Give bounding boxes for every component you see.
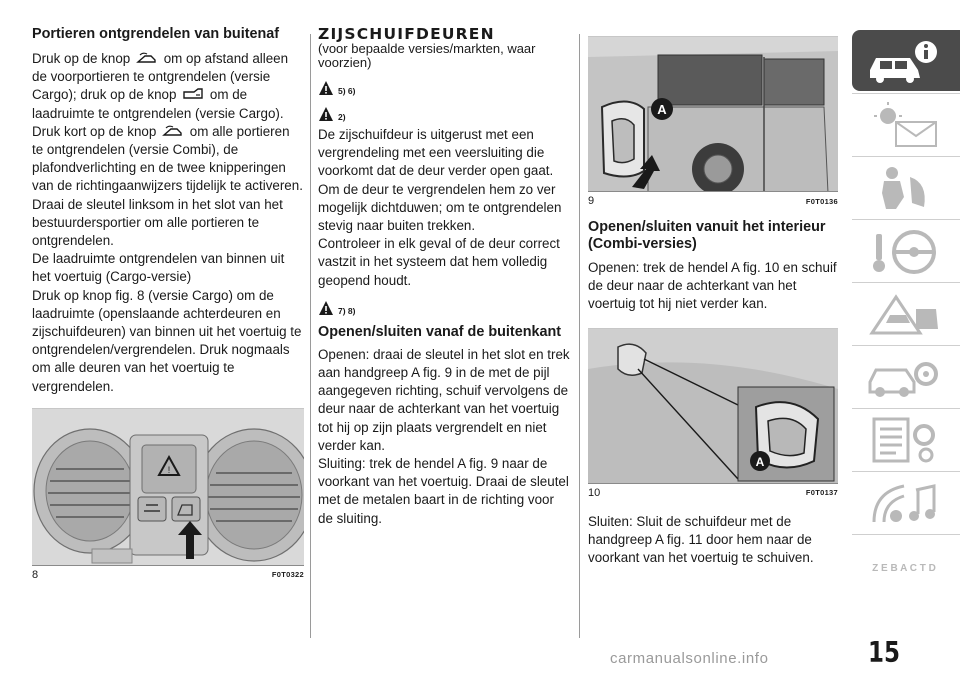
emergency-icon [866, 289, 942, 339]
chapter-tab-emergency[interactable] [852, 282, 960, 343]
svg-text:!: ! [167, 464, 171, 475]
multimedia-icon [866, 478, 942, 528]
chapter-tab-index[interactable] [852, 534, 960, 595]
figure-number: 8 [32, 568, 39, 581]
paragraph-short-press [32, 123, 304, 196]
figure-code: F0T0137 [805, 488, 838, 498]
caution-triangle-icon [318, 106, 334, 122]
warning-ref-text: 5) 6) [338, 86, 356, 96]
figure-10-image [588, 328, 838, 484]
key-unlock-icon [136, 52, 158, 64]
column-divider [579, 34, 580, 638]
paragraph-opening: Openen: draai de sleutel in het slot en trek aan handgreep A fig. 9 in de met de pijl aangegeven richting, schuif vervolgens de deur naar de achterkant van het voertuig tot hij op zijn plaats vergrendelt en niet verder kan. [318, 346, 570, 453]
dashboard-vents-illustration [32, 409, 304, 566]
chapter-sidebar [852, 30, 960, 597]
maintenance-icon [866, 352, 942, 402]
watermark: carmanualsonline.info [610, 650, 769, 667]
caution-reference [318, 104, 570, 122]
key-unlock-icon [162, 125, 184, 137]
airbag-icon [866, 163, 942, 213]
chapter-tab-starting[interactable] [852, 219, 960, 280]
index-letters: Z E B A C T D [872, 563, 936, 574]
figure-8-caption [32, 569, 304, 581]
column-3 [588, 36, 838, 567]
paragraph-close-inside: Sluiten: Sluit de schuifdeur met de handgreep A fig. 11 door hem naar de voorkant van het voertuig te schuiven. [588, 513, 814, 566]
chapter-tab-multimedia[interactable] [852, 471, 960, 532]
chapter-tab-dashboard[interactable] [852, 93, 960, 154]
chapter-tab-maintenance[interactable] [852, 345, 960, 406]
chapter-tab-vehicle-info[interactable] [852, 30, 960, 91]
warning-ref-text: 7) 8) [338, 305, 356, 316]
interior-handle-illustration [588, 329, 838, 484]
column-2 [318, 26, 570, 528]
warning-reference [318, 78, 570, 96]
section-heading-unlock-outside: Portieren ontgrendelen van buitenaf [32, 26, 280, 42]
page-number: 15 [868, 636, 901, 670]
figure-number: 9 [588, 195, 595, 207]
section-title-sliding-doors: ZIJSCHUIFDEUREN [318, 25, 495, 43]
text-fragment: om de laadruimte te ontgrendelen (versie Cargo). [32, 87, 284, 121]
paragraph-closing: Sluiting: trek de hendel A fig. 9 naar de voorkant van het voertuig. Draai de sleutel met de metalen baart in de richting voor de sluiting. [318, 456, 569, 526]
text-fragment: Druk op de knop [32, 51, 131, 66]
text-fragment: Druk kort op de knop [32, 123, 157, 139]
paragraph-check-lock: Controleer in elk geval of de deur correct vastzit in het systeem dat hem volledig geopend houdt. [318, 236, 560, 288]
column-divider [310, 34, 311, 638]
figure-number: 10 [588, 486, 601, 499]
car-info-icon [866, 36, 942, 86]
paragraph-cargo-inside: De laadruimte ontgrendelen van binnen uit het voertuig (Cargo-versie) [32, 251, 285, 285]
section-intro: (voor bepaalde versies/markten, waar voorzien) [318, 41, 536, 70]
warning-triangle-icon [318, 80, 334, 96]
chapter-tab-safety[interactable] [852, 156, 960, 217]
starting-driving-icon [866, 226, 942, 276]
cargo-unlock-icon [182, 88, 204, 100]
figure-code: F0T0136 [805, 196, 838, 206]
figure-8-image [32, 408, 304, 566]
figure-code: F0T0322 [271, 570, 304, 580]
warning-triangle-icon [318, 300, 334, 316]
caution-ref-text: 2) [338, 112, 346, 122]
technical-data-icon [866, 415, 942, 465]
paragraph-remote-unlock [32, 50, 304, 123]
warning-reference [318, 298, 570, 316]
figure-10-caption [588, 487, 838, 499]
figure-9-caption [588, 195, 838, 207]
figure-9-image [588, 36, 838, 192]
subheading-open-close-inside: Openen/sluiten vanuit het interieur (Combi-versies) [588, 219, 826, 252]
dashboard-lights-icon [866, 100, 942, 150]
chapter-tab-technical-data[interactable] [852, 408, 960, 469]
paragraph-open-inside: Openen: trek de hendel A fig. 10 en schuif de deur naar de achterkant van het voertuig tot hij niet verder kan. [588, 260, 837, 312]
text-fragment: om op afstand alleen de voorportieren te ontgrendelen (versie Cargo); druk op de knop [32, 51, 289, 103]
index-icon [866, 541, 942, 591]
callout-a: A [755, 454, 765, 469]
paragraph-key-unlock: Draai de sleutel linksom in het slot van het bestuurdersportier om alle portieren te ontgrendelen. [32, 196, 283, 249]
subheading-open-close-outside: Openen/sluiten vanaf de buitenkant [318, 323, 562, 340]
callout-a: A [657, 102, 667, 117]
van-sliding-door-illustration [588, 37, 838, 192]
column-1 [32, 26, 304, 581]
paragraph-spring-lock: De zijschuifdeur is uitgerust met een vergrendeling met een veersluiting die voorkomt dat de deur verder open gaat. Om de deur te vergrendelen hem zo ver mogelijk dichtduwen; om te ontgrendelen stevig naar buiten trekken. [318, 127, 562, 234]
text-fragment: om alle portieren te ontgrendelen (versie Combi), de plafondverlichting en de twee knipperingen van de richtingaanwijzers tijdelijk te activeren. [32, 123, 303, 194]
paragraph-fig8-button: Druk op knop fig. 8 (versie Cargo) om de laadruimte (openslaande achterdeuren en zijschuifdeuren) van binnen uit het voertuig te ontgrendelen/vergrendelen. Druk nogmaals om alle deuren van het voertuig te vergrendelen. [32, 287, 302, 394]
